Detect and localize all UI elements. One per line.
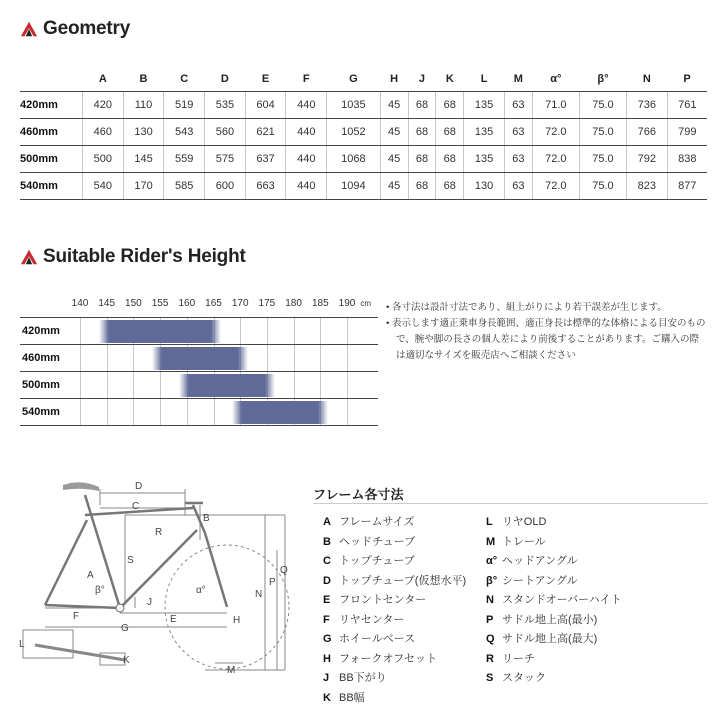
scale-tick: 155 [151,298,169,309]
diagram-label: C [132,501,140,512]
scale-tick: 165 [205,298,222,309]
diagram-label: R [155,527,163,538]
dimension-label: BB幅 [339,691,365,704]
table-cell: 63 [504,119,532,146]
column-header: A [83,66,124,92]
grid-cell [133,372,160,398]
size-label: 460mm [20,119,83,146]
grid-cell [107,399,134,425]
dimension-key: S [486,672,494,684]
dimension-key: J [323,672,330,684]
dimension-item [486,552,622,572]
scale-tick: 170 [231,298,249,309]
table-cell: 460 [83,119,124,146]
bike-geometry-diagram [15,475,305,715]
dimension-label: BB下がり [339,672,387,684]
table-cell: 604 [245,92,286,119]
diagram-label: P [269,577,276,588]
column-header: P [667,66,707,92]
height-range-bar [99,320,222,343]
table-cell: 877 [667,173,707,200]
grid-cell [80,372,107,398]
grid-cell [267,345,294,371]
diagram-label: H [233,615,241,626]
scale-tick: 185 [311,298,329,309]
rider-title: Suitable Rider's Height [43,246,246,267]
column-header: C [164,66,205,92]
column-header: D [205,66,246,92]
table-cell: 75.0 [579,146,626,173]
grid-cell [80,345,107,371]
grid-cell [294,345,321,371]
rider-row [20,372,378,399]
dimension-key: C [323,555,331,567]
table-cell: 823 [627,173,668,200]
column-header: F [286,66,327,92]
table-cell: 68 [436,92,464,119]
table-cell: 440 [286,146,327,173]
table-cell: 68 [408,119,436,146]
grid-cell [294,372,321,398]
table-cell: 135 [464,146,505,173]
dimension-key: Q [486,633,495,645]
table-cell: 45 [380,92,408,119]
grid-cell [294,318,321,344]
dimension-label: トレール [502,535,546,548]
grid-cell [320,318,347,344]
table-cell: 75.0 [579,92,626,119]
dimension-list-right [486,513,622,689]
table-cell: 1068 [327,146,381,173]
column-header: L [464,66,505,92]
table-cell: 135 [464,92,505,119]
diagram-label: N [255,589,263,600]
table-cell: 68 [436,146,464,173]
dimension-item [486,611,622,631]
notes [386,300,706,364]
dimension-label: スタック [502,672,546,684]
table-cell: 71.0 [532,92,579,119]
brand-logo-icon [20,20,38,38]
dimension-key: F [323,613,330,626]
grid-cell [133,399,160,425]
dimension-label: リヤOLD [502,516,547,528]
dimension-item [323,513,466,533]
divider [313,503,708,504]
scale-tick: 145 [98,298,116,309]
diagram-label: β° [95,585,105,596]
dimension-item [486,533,622,553]
dimension-key: H [323,652,331,665]
size-label: 540mm [22,406,60,418]
diagram-label: G [121,623,129,634]
grid-cell [160,399,187,425]
height-scale [20,298,380,314]
dimension-item [486,630,622,650]
table-cell: 663 [245,173,286,200]
table-row [20,173,707,200]
table-cell: 543 [164,119,205,146]
diagram-label: Q [280,565,288,576]
size-label: 540mm [20,173,83,200]
grid-cell [240,318,267,344]
dimension-item [486,513,622,533]
table-cell: 170 [123,173,164,200]
table-cell: 575 [205,146,246,173]
grid-cell [320,345,347,371]
table-cell: 621 [245,119,286,146]
table-cell: 440 [286,173,327,200]
table-cell: 68 [436,119,464,146]
dimension-key: M [486,535,496,548]
table-cell: 560 [205,119,246,146]
dimension-key: R [486,652,494,665]
dimension-key: P [486,613,494,626]
table-cell: 68 [408,146,436,173]
height-range-bar [179,374,275,397]
dimension-key: E [323,594,331,606]
diagram-label: B [203,513,210,524]
table-cell: 792 [627,146,668,173]
size-label: 420mm [20,92,83,119]
table-cell: 1035 [327,92,381,119]
dimension-key: A [323,516,331,528]
scale-tick: 140 [71,298,89,309]
grid-cell [347,345,374,371]
table-cell: 799 [667,119,707,146]
dimension-item [323,572,466,592]
dimension-label: スタンドオーバーハイト [502,594,622,606]
column-header: β° [579,66,626,92]
column-header: B [123,66,164,92]
table-cell: 63 [504,173,532,200]
dimension-key: B [323,535,331,548]
dimension-label: トップチューブ [339,555,415,567]
size-label: 420mm [22,325,60,337]
table-cell: 540 [83,173,124,200]
dimension-label: サドル地上高(最小) [502,613,598,626]
rider-row [20,318,378,345]
column-header: M [504,66,532,92]
dimension-label: シートアングル [502,574,578,587]
scale-tick: 160 [178,298,196,309]
table-cell: 145 [123,146,164,173]
table-cell: 72.0 [532,146,579,173]
table-row [20,92,707,119]
dimension-item [323,552,466,572]
dimension-label: フレームサイズ [339,516,415,528]
table-row [20,119,707,146]
diagram-label: S [127,555,134,566]
corner-cell [20,66,83,92]
dimension-label: リヤセンター [339,613,405,626]
table-cell: 135 [464,119,505,146]
height-range-bar [232,401,328,424]
table-cell: 63 [504,92,532,119]
table-cell: 637 [245,146,286,173]
brand-logo-icon [20,248,38,266]
dimension-label: ホイールベース [339,633,416,645]
grid-cell [187,399,214,425]
table-cell: 63 [504,146,532,173]
table-cell: 600 [205,173,246,200]
table-cell: 585 [164,173,205,200]
dimension-item [486,669,622,689]
table-cell: 45 [380,173,408,200]
table-cell: 72.0 [532,173,579,200]
geometry-title: Geometry [43,18,131,39]
table-cell: 68 [408,92,436,119]
dimension-item [323,689,466,709]
table-cell: 1052 [327,119,381,146]
grid-cell [80,399,107,425]
dimension-item [323,611,466,631]
bottom-bracket [116,604,124,612]
grid-cell [347,399,374,425]
column-header: E [245,66,286,92]
table-cell: 110 [123,92,164,119]
table-cell: 68 [436,173,464,200]
dimension-item [486,650,622,670]
scale-unit: cm [360,299,372,308]
size-label: 460mm [22,352,60,364]
column-header: J [408,66,436,92]
frame-dimensions-title: フレーム各寸法 [313,487,404,502]
table-cell: 736 [627,92,668,119]
table-cell: 440 [286,92,327,119]
dimension-key: α° [486,555,498,567]
rider-heading [20,246,246,268]
dimension-item [323,591,466,611]
dimension-key: N [486,594,494,606]
diagram-label: M [227,665,236,676]
table-cell: 559 [164,146,205,173]
table-cell: 68 [408,173,436,200]
table-cell: 75.0 [579,119,626,146]
dimension-label: リーチ [502,652,535,665]
table-cell: 130 [464,173,505,200]
diagram-label: A [87,570,94,581]
dimension-label: フォークオフセット [339,652,438,665]
column-header: G [327,66,381,92]
diagram-label: K [123,655,130,666]
table-cell: 440 [286,119,327,146]
dimension-label: トップチューブ(仮想水平) [339,574,467,587]
geometry-header-row [20,66,707,92]
table-cell: 72.0 [532,119,579,146]
scale-tick: 180 [285,298,302,309]
table-row [20,146,707,173]
dimension-label: サドル地上高(最大) [502,633,598,645]
note: • 表示します適正乗車身長範囲、適正身長は標準的な体格による目安のもので、腕や脚の長さの個人差により前後することがあります。ご購入の際は適切なサイズを販売店へご相談ください [386,318,706,361]
rider-row [20,345,378,372]
diagram-label: E [170,614,177,625]
grid-cell [107,345,134,371]
diagram-label: J [147,597,152,608]
height-range-bar [152,347,248,370]
table-cell: 500 [83,146,124,173]
diagram-label: F [73,611,80,622]
column-header: H [380,66,408,92]
table-cell: 75.0 [579,173,626,200]
dimension-item [323,650,466,670]
table-cell: 1094 [327,173,381,200]
saddle [63,482,99,491]
rider-height-chart [20,317,378,426]
size-label: 500mm [20,146,83,173]
dimension-key: L [486,516,493,528]
dimension-list-left [323,513,466,708]
table-cell: 535 [205,92,246,119]
column-header: K [436,66,464,92]
dimension-key: D [323,574,331,587]
grid-cell [267,318,294,344]
scale-tick: 190 [338,298,356,309]
table-cell: 519 [164,92,205,119]
dimension-key: G [323,633,332,645]
dimension-label: ヘッドアングル [502,555,578,567]
dimension-key: K [323,691,331,704]
table-cell: 761 [667,92,707,119]
grid-cell [347,318,374,344]
rider-row [20,399,378,426]
dimension-item [323,630,466,650]
table-cell: 420 [83,92,124,119]
scale-tick: 175 [258,298,276,309]
geometry-table [20,66,707,200]
column-header: α° [532,66,579,92]
geometry-heading [20,18,130,40]
column-header: N [627,66,668,92]
table-cell: 45 [380,119,408,146]
dimension-label: ヘッドチューブ [339,535,416,548]
diagram-label: L [19,639,25,650]
grid-cell [107,372,134,398]
grid-cell [347,372,374,398]
dimension-item [486,572,622,592]
size-label: 500mm [22,379,60,391]
diagram-label: D [135,481,143,492]
table-cell: 838 [667,146,707,173]
diagram-label: α° [196,585,206,596]
dimension-key: β° [486,574,498,587]
note: • 各寸法は設計寸法であり、組上がりにより若干誤差が生じます。 [386,302,667,313]
scale-tick: 150 [125,298,142,309]
table-cell: 766 [627,119,668,146]
dimension-label: フロントセンター [339,594,427,606]
table-cell: 130 [123,119,164,146]
dimension-item [323,533,466,553]
grid-cell [320,372,347,398]
dimension-item [486,591,622,611]
table-cell: 45 [380,146,408,173]
dimension-item [323,669,466,689]
